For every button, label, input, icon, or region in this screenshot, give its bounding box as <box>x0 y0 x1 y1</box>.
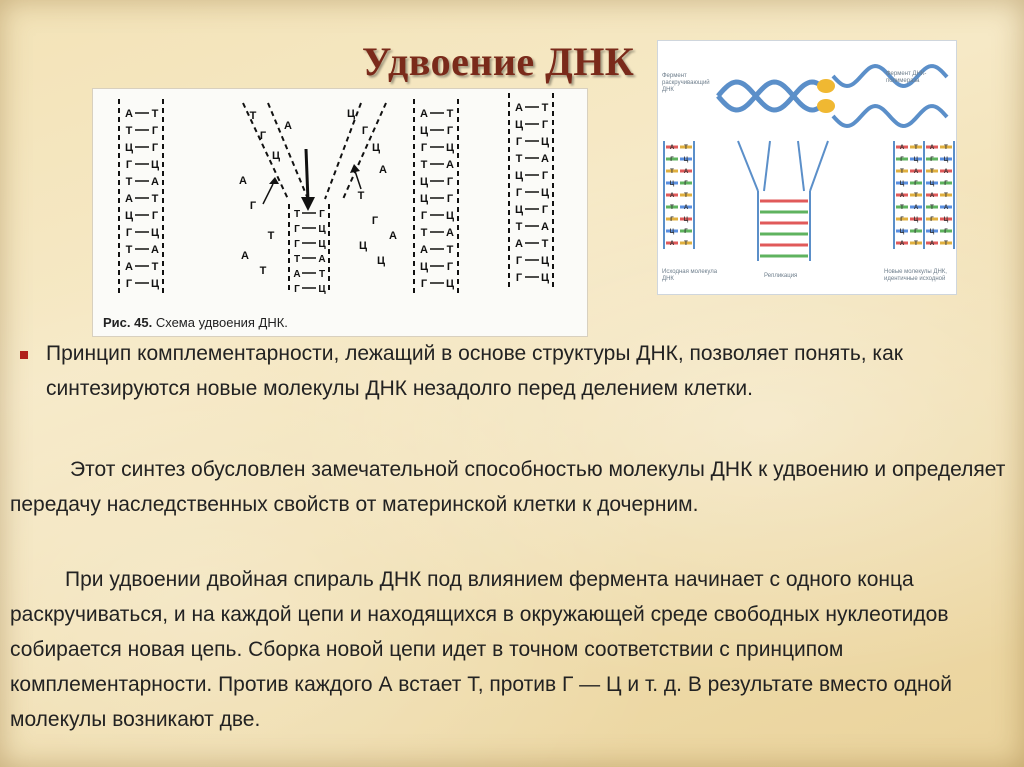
base-letter: Ц <box>943 217 949 223</box>
base-letter: Г <box>446 176 454 188</box>
base-letter: Г <box>515 187 523 199</box>
base-letter: Г <box>930 217 934 223</box>
base-letter: А <box>669 193 675 199</box>
base-letter: Т <box>944 193 948 199</box>
base-letter: А <box>943 169 949 175</box>
base-letter: Ц <box>913 217 919 223</box>
base-letter: Г <box>125 278 133 290</box>
base-letter: Ц <box>445 210 455 222</box>
direction-arrow-shaft <box>306 149 308 201</box>
free-nucleotide-letter: Ц <box>346 108 356 120</box>
free-nucleotide-letter: Т <box>357 190 365 202</box>
base-letter: Ц <box>683 157 689 163</box>
base-letter: А <box>541 153 549 165</box>
label-polymerase: Фермент ДНК-полимераза <box>886 71 927 84</box>
base-letter: Т <box>670 205 674 211</box>
free-nucleotide-letter: А <box>379 164 387 176</box>
base-letter: Т <box>914 145 918 151</box>
free-nucleotide-letter: Г <box>259 130 267 142</box>
base-letter: Ц <box>899 229 905 235</box>
base-letter: Г <box>319 209 325 220</box>
base-letter: Т <box>684 241 688 247</box>
base-letter: А <box>669 241 675 247</box>
base-letter: Т <box>930 169 934 175</box>
paragraph-complementarity: Принцип комплементарности, лежащий в основе структуры ДНК, позволяет понять, как синтезируются новые молекулы ДНК незадолго перед делением клетки. <box>46 342 903 400</box>
base-letter: Т <box>930 205 934 211</box>
base-letter: А <box>913 205 919 211</box>
replication-scheme-drawing <box>93 89 587 336</box>
base-letter: Т <box>684 145 688 151</box>
label-original-molecule: Исходная молекула ДНК <box>662 269 718 282</box>
base-letter: А <box>683 169 689 175</box>
base-letter: А <box>669 145 675 151</box>
fork-strand <box>798 141 804 191</box>
base-letter: Г <box>515 255 523 267</box>
base-letter: Т <box>151 193 159 205</box>
small-arrow-right <box>355 171 361 189</box>
base-letter: Г <box>541 204 549 216</box>
base-letter: Ц <box>899 181 905 187</box>
base-letter: А <box>913 169 919 175</box>
base-letter: Т <box>151 108 159 120</box>
base-letter: А <box>125 108 133 120</box>
base-letter: Ц <box>419 176 429 188</box>
base-letter: Ц <box>929 229 935 235</box>
base-letter: Ц <box>124 210 134 222</box>
base-letter: Г <box>420 278 428 290</box>
base-letter: Г <box>151 142 159 154</box>
fork-strand <box>738 141 758 191</box>
base-letter: Т <box>446 108 454 120</box>
base-letter: Т <box>125 125 133 137</box>
base-letter: Ц <box>540 272 550 284</box>
base-letter: Т <box>293 209 301 220</box>
direction-arrow-head-icon <box>301 197 315 211</box>
base-letter: Ц <box>929 181 935 187</box>
free-nucleotide-letter: А <box>284 120 292 132</box>
base-letter: Г <box>420 142 428 154</box>
base-letter: Т <box>151 261 159 273</box>
base-letter: Ц <box>514 170 524 182</box>
figure-caption-number: Рис. 45. <box>103 315 153 330</box>
base-letter: Ц <box>540 255 550 267</box>
free-nucleotide-letter: А <box>239 175 247 187</box>
base-letter: Т <box>515 221 523 233</box>
enzyme-helicase-icon <box>817 99 835 113</box>
base-letter: Т <box>420 159 428 171</box>
base-letter: Ц <box>514 204 524 216</box>
label-helicase: Фермент раскручивающий ДНК <box>662 73 710 93</box>
free-nucleotide-letter: Г <box>371 215 379 227</box>
free-nucleotide-letter: Ц <box>371 142 381 154</box>
base-letter: А <box>125 261 133 273</box>
base-letter: Г <box>541 119 549 131</box>
base-letter: Т <box>293 254 301 265</box>
base-letter: Г <box>900 217 904 223</box>
base-letter: А <box>515 102 523 114</box>
base-letter: Т <box>944 241 948 247</box>
base-letter: А <box>929 145 935 151</box>
enzyme-polymerase-icon <box>817 79 835 93</box>
base-letter: А <box>151 244 159 256</box>
free-nucleotide-letter: Т <box>249 110 257 122</box>
free-nucleotide-letter: Ц <box>271 150 281 162</box>
free-nucleotide-letter: Г <box>361 125 369 137</box>
base-letter: А <box>683 205 689 211</box>
base-letter: А <box>446 227 454 239</box>
base-letter: Т <box>541 102 549 114</box>
base-letter: Г <box>446 261 454 273</box>
base-letter: Г <box>670 157 674 163</box>
base-letter: Т <box>900 169 904 175</box>
slide-title: Удвоение ДНК <box>362 39 635 84</box>
free-nucleotide-letter: Г <box>249 200 257 212</box>
base-letter: Т <box>914 193 918 199</box>
base-letter: Т <box>900 205 904 211</box>
base-letter: Ц <box>445 142 455 154</box>
base-letter: Г <box>294 239 300 250</box>
figure-caption-text: Схема удвоения ДНК. <box>155 315 288 330</box>
base-letter: Ц <box>150 227 160 239</box>
free-nucleotide-letter: А <box>241 250 249 262</box>
base-letter: Г <box>446 193 454 205</box>
base-letter: А <box>899 241 905 247</box>
base-letter: Ц <box>514 119 524 131</box>
base-letter: Ц <box>419 193 429 205</box>
figure-dna-replication-color <box>657 40 957 295</box>
base-letter: Г <box>930 157 934 163</box>
base-letter: Т <box>944 145 948 151</box>
base-letter: Т <box>541 238 549 250</box>
base-letter: Ц <box>669 181 675 187</box>
base-letter: Г <box>944 181 948 187</box>
base-letter: Ц <box>150 278 160 290</box>
free-nucleotide-letter: Т <box>259 265 267 277</box>
base-letter: Т <box>446 244 454 256</box>
base-letter: Ц <box>913 157 919 163</box>
paragraph-replication-process: При удвоении двойная спираль ДНК под влиянием фермента начинает с одного конца раскручиваться, и на каждой цепи и находящихся в окружающей среде свободных нуклеотидов собирается новая цепь. Сборка новой цепи идет в точном соответствии с принципом комплементарности. Против каждого А встает Т, против Г — Ц и т. д. В результате вместо одной молекулы возникают две. <box>10 568 952 731</box>
base-letter: А <box>899 145 905 151</box>
base-letter: Г <box>125 227 133 239</box>
base-letter: Г <box>944 229 948 235</box>
label-replication-fork: Репликация <box>764 273 798 279</box>
base-letter: Ц <box>318 284 326 295</box>
base-letter: Ц <box>683 217 689 223</box>
base-letter: Г <box>446 125 454 137</box>
base-letter: Ц <box>318 239 326 250</box>
label-daughter-molecules: Новые молекулы ДНК, идентичные исходной <box>884 269 947 282</box>
base-letter: Т <box>684 193 688 199</box>
base-letter: Г <box>125 159 133 171</box>
base-letter: Ц <box>540 136 550 148</box>
base-letter: Т <box>670 169 674 175</box>
base-letter: Ц <box>943 157 949 163</box>
base-letter: Г <box>420 210 428 222</box>
base-letter: Г <box>294 284 300 295</box>
base-letter: Г <box>151 210 159 222</box>
base-letter: Ц <box>445 278 455 290</box>
base-letter: Ц <box>669 229 675 235</box>
base-letter: Ц <box>419 125 429 137</box>
base-letter: Т <box>515 153 523 165</box>
helix-daughter-strand <box>833 106 947 126</box>
base-letter: Ц <box>150 159 160 171</box>
base-letter: Г <box>684 181 688 187</box>
base-letter: Ц <box>318 224 326 235</box>
base-letter: А <box>929 241 935 247</box>
base-letter: Г <box>670 217 674 223</box>
base-letter: Ц <box>540 187 550 199</box>
base-letter: А <box>899 193 905 199</box>
base-letter: Т <box>420 227 428 239</box>
fork-strand <box>325 103 361 199</box>
free-nucleotide-letter: Т <box>267 230 275 242</box>
base-letter: А <box>446 159 454 171</box>
base-letter: Г <box>684 229 688 235</box>
base-letter: А <box>420 244 428 256</box>
base-letter: А <box>943 205 949 211</box>
free-nucleotide-letter: А <box>389 230 397 242</box>
base-letter: Г <box>900 157 904 163</box>
figure-dna-replication-scheme <box>92 88 588 337</box>
base-letter: А <box>515 238 523 250</box>
base-letter: А <box>541 221 549 233</box>
fork-strand <box>764 141 770 191</box>
base-letter: А <box>318 254 326 265</box>
base-letter: Г <box>151 125 159 137</box>
base-letter: Т <box>914 241 918 247</box>
small-arrow-right-head-icon <box>350 164 360 173</box>
base-letter: А <box>929 193 935 199</box>
paragraph-synthesis: Этот синтез обусловлен замечательной способностью молекулы ДНК к удвоению и определяет передачу наследственных свойств от материнской клетки к дочерним. <box>10 458 1006 516</box>
base-letter: Т <box>125 244 133 256</box>
base-letter: А <box>151 176 159 188</box>
base-letter: Г <box>914 229 918 235</box>
free-nucleotide-letter: Ц <box>376 255 386 267</box>
base-letter: Ц <box>419 261 429 273</box>
small-arrow-left <box>263 184 273 204</box>
base-letter: Т <box>125 176 133 188</box>
fork-strand <box>810 141 828 191</box>
base-letter: А <box>420 108 428 120</box>
base-letter: Г <box>914 181 918 187</box>
base-letter: Г <box>515 136 523 148</box>
free-nucleotide-letter: Ц <box>358 240 368 252</box>
base-letter: Г <box>294 224 300 235</box>
base-letter: А <box>293 269 301 280</box>
base-letter: Г <box>541 170 549 182</box>
base-letter: Ц <box>124 142 134 154</box>
base-letter: А <box>125 193 133 205</box>
base-letter: Г <box>515 272 523 284</box>
figure-caption <box>103 315 288 330</box>
paragraph-1-row <box>20 336 1000 406</box>
base-letter: Т <box>318 269 326 280</box>
bullet-square-icon <box>20 351 28 359</box>
